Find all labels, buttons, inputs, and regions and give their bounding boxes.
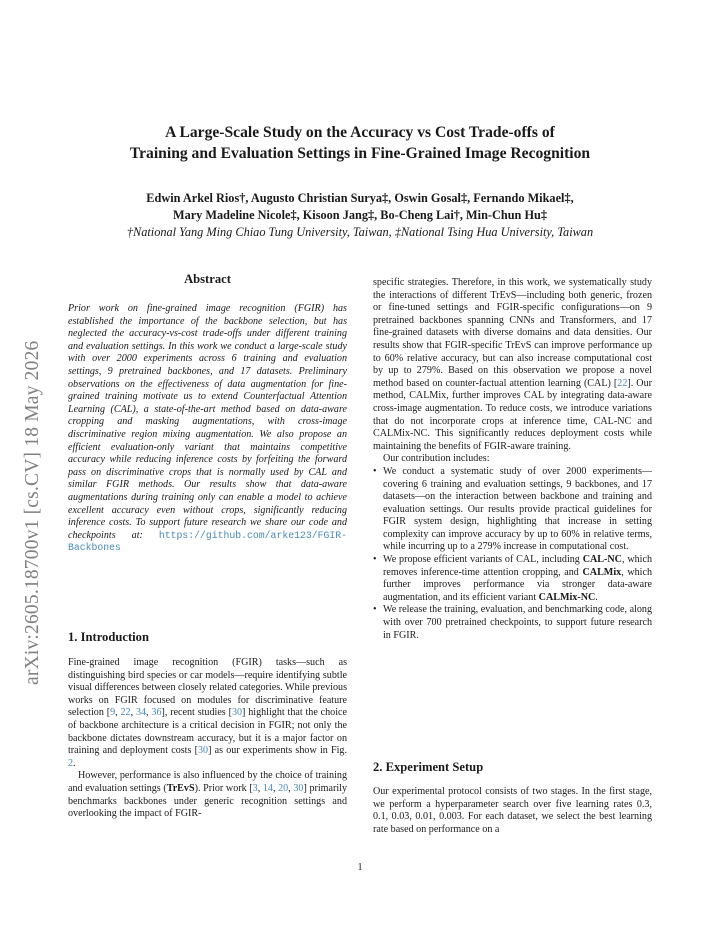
abstract-body [68,303,347,555]
abstract-heading: Abstract [184,272,231,286]
citation-link[interactable]: 30 [231,707,243,719]
contributions-intro: Our contribution includes: [383,453,490,465]
code-link[interactable]: https://github.com/arke123/FGIR-Backbones [68,529,347,554]
section-heading-introduction: 1. Introduction [68,630,149,644]
citation-link[interactable]: 9 [110,707,116,719]
citation-link[interactable]: 22 [120,707,131,719]
authors-line-1: Edwin Arkel Rios†, Augusto Christian Surya‡, Oswin Gosal‡, Fernando Mikael‡, [146,191,574,205]
introduction-body [68,657,347,821]
paper-title [60,122,660,164]
citation-link[interactable]: 30 [293,782,304,794]
title-line-2: Training and Evaluation Settings in Fine-Grained Image Recognition [129,145,591,162]
citation-link[interactable]: 3 [252,782,258,794]
affiliations: †National Yang Ming Chiao Tung University, Taiwan, ‡National Tsing Hua University, Taiwan [126,225,594,239]
citation-link[interactable]: 34 [135,707,147,719]
intro-paragraph-3: specific strategies. Therefore, in this work, we systematically study the interactions of different TrEvS—including both generic, frozen or fine-tuned settings and FGIR-specific configurations—on 9 pretrained backbones spanning CNNs and Transformers, and 17 fine-grained datasets with diverse domains and data densities. Our results show that FGIR-specific TrEvS can improve performance up to 60% relative accuracy, but can also increase computational cost by up to 279%. Based on this observation we propose a novel method based on counter-factual attention learning (CAL) [22]. Our method, CALMix, further improves CAL by integrating data-aware cross-image augmentation. To reduce costs, we introduce variations that do not incorporate crops at inference time, CAL-NC and CALMix-NC. This significantly reduces deployment costs while maintaining the benefits of FGIR-aware training. [373,277,652,452]
citation-link[interactable]: 36 [151,707,162,719]
list-item: • We release the training, evaluation, and benchmarking code, along with over 700 pretrained checkpoints, to support future research in FGIR. [373,604,652,642]
title-line-1: A Large-Scale Study on the Accuracy vs Cost Trade-offs of [165,124,555,141]
abstract-text: Prior work on fine-grained image recognition (FGIR) has established the importance of the backbone selection, but has neglected the accuracy-vs-cost trade-offs under different training and evaluation settings. In this work we conduct a large-scale study with over 2000 experiments across 6 training and evaluation settings, 9 pretrained backbones, and 17 datasets. Preliminary observations on the effectiveness of data augmentation for fine-grained training motivate us to extend Counterfactual Attention Learning (CAL), a state-of-the-art method based on data-aware cropping and masking augmentations, with cross-image discriminative region mixing augmentation. We also propose an efficient evaluation-only variant that maintains competitive accuracy while reducing inference costs by forfeiting the forward pass on discriminative crops that is normally used by CAL and similar FGIR methods. Our results show that data-aware augmentations during training only can enable a model to achieve excellent accuracy even without crops, significantly reducing inference costs. To support future research we share our code and checkpoints at: [68,303,347,541]
authors-line-2: Mary Madeline Nicole‡, Kisoon Jang‡, Bo-Cheng Lai†, Min-Chun Hu‡ [172,208,548,222]
section-heading-experiment-setup: 2. Experiment Setup [373,760,484,774]
author-list [60,190,660,224]
figure-ref-link[interactable]: 2 [68,757,74,769]
contributions-list [373,466,652,642]
intro-paragraph-2: However, performance is also influenced by the choice of training and evaluation settings (TrEvS). Prior work [3, 14, 20, 30] primarily benchmarks backbones under generic recognition settings and overlooking the impact of FGIR- [68,770,348,820]
list-item: • We propose efficient variants of CAL, including CAL-NC, which removes inference-time attention cropping, and CALMix, which further improves performance via stronger data-aware augmentation, and its efficient variant CALMix-NC. [373,554,652,604]
experiment-setup-body: Our experimental protocol consists of two stages. In the first stage, we perform a hyperparameter search over five learning rates 0.3, 0.1, 0.03, 0.01, 0.003. For each dataset, we select the best learning rate based on performance on a [373,786,652,835]
intro-paragraph-1: Fine-grained image recognition (FGIR) tasks—such as distinguishing bird species or car models—require identifying subtle visual differences between closely related categories. While previous works on FGIR focused on modules for discriminative feature selection [9, 22, 34, 36], recent studies [30] highlight that the choice of backbone architecture is a critical decision in FGIR; not only the backbone dictates downstream accuracy, but it is a major factor on training and deployment costs [30] as our experiments show in Fig. 2. [68,657,347,769]
right-column-body [373,277,652,642]
citation-link[interactable]: 30 [197,745,209,757]
citation-link[interactable]: 22 [617,377,628,389]
page-number: 1 [357,862,363,873]
list-item: • We conduct a systematic study of over 2000 experiments—covering 6 training and evaluation settings, 9 backbones, and 17 datasets—on the interaction between backbone and training and evaluation settings. Our results provide practical guidelines for FGIR system design, highlighting that increase in setting complexity can improve accuracy by up to 60% in relative terms, while incurring up to a 279% increase in computational cost. [373,466,652,554]
arxiv-identifier-stamp: arXiv:2605.18700v1 [cs.CV] 18 May 2026 [22,340,43,685]
citation-link[interactable]: 20 [278,782,289,794]
citation-link[interactable]: 14 [262,782,273,794]
